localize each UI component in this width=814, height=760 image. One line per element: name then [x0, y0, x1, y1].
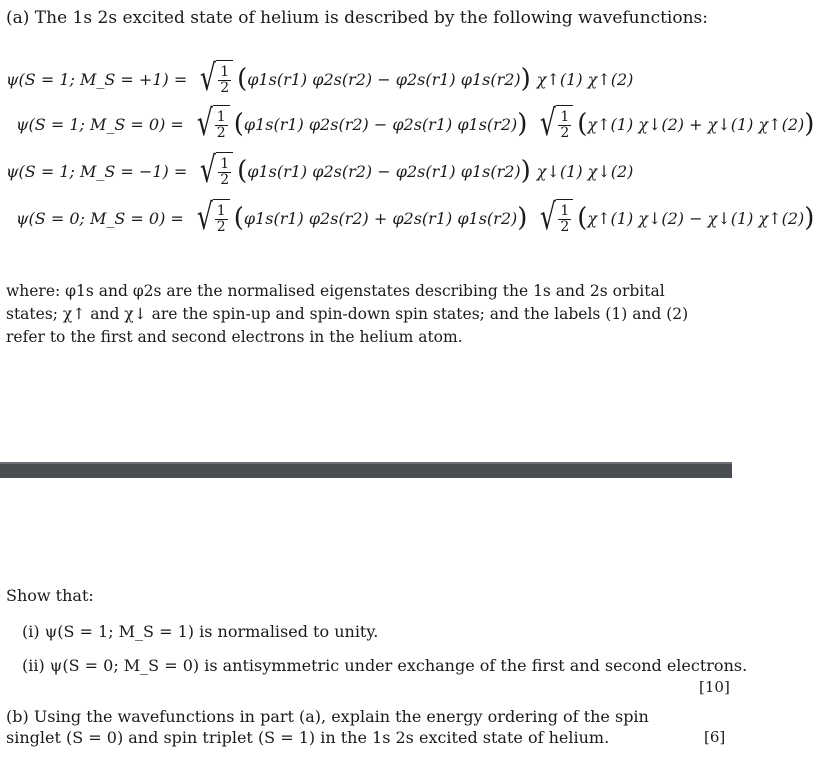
sub-question-ii: (ii) ψ(S = 0; M_S = 0) is antisymmetric under exchange of the first and second electrons. [22, 656, 748, 675]
spatial-part: φ1s(r1) φ2s(r2) − φ2s(r1) φ1s(r2) [243, 114, 518, 134]
page-divider [0, 462, 732, 478]
sqrt-factor: √ $\frac{1}{2}$ [190, 199, 230, 237]
part-b-question: (b) Using the wavefunctions in part (a), explain the energy ordering of the spin singlet (S = 0) and spin triplet (S = 1) in the 1s 2s excited state of helium. [6, 707, 649, 747]
equation-s0-ms-0: ψ(S = 0; M_S = 0) = √ $\frac{1}{2}$ ( φ1s(r1) φ2s(r2) + φ2s(r1) φ1s(r2) ) √ $\frac{1}{2}$ ( χ↑(1) χ↓(2) − χ↓(1) χ↑(2) ) [16, 197, 814, 238]
sqrt-factor: √ $\frac{1}{2}$ [190, 105, 230, 143]
spin-part: χ↑(1) χ↓(2) + χ↓(1) χ↑(2) [587, 114, 805, 134]
sqrt-factor: √ $\frac{1}{2}$ [193, 60, 233, 98]
show-that-heading: Show that: [6, 586, 94, 605]
sqrt-fraction: $\frac{1}{2}$ [556, 199, 573, 237]
part-a-title: (a) The 1s 2s excited state of helium is described by the following wavefunctions: [6, 8, 709, 28]
equation-lhs: ψ(S = 0; M_S = 0) = [16, 208, 184, 228]
spin-sqrt-factor: √ $\frac{1}{2}$ [533, 199, 573, 237]
sqrt-factor: √ $\frac{1}{2}$ [193, 152, 233, 190]
equation-lhs: ψ(S = 1; M_S = 0) = [16, 114, 184, 134]
spin-part: χ↑(1) χ↑(2) [536, 69, 634, 89]
sqrt-fraction: $\frac{1}{2}$ [216, 152, 233, 190]
spatial-part: φ1s(r1) φ2s(r2) + φ2s(r1) φ1s(r2) [243, 208, 518, 228]
spatial-part: φ1s(r1) φ2s(r2) − φ2s(r1) φ1s(r2) [247, 69, 521, 89]
spin-part: χ↑(1) χ↓(2) − χ↓(1) χ↑(2) [587, 208, 805, 228]
sqrt-fraction: $\frac{1}{2}$ [213, 105, 230, 143]
sub-question-i: (i) ψ(S = 1; M_S = 1) is normalised to unity. [22, 622, 379, 641]
sqrt-fraction: $\frac{1}{2}$ [213, 199, 230, 237]
equation-s1-ms-plus1: ψ(S = 1; M_S = +1) = √ $\frac{1}{2}$ ( φ1s(r1) φ2s(r2) − φ2s(r1) φ1s(r2) ) χ↑(1) χ↑(2) [6, 58, 634, 99]
spin-sqrt-factor: √ $\frac{1}{2}$ [533, 105, 573, 143]
equation-s1-ms-0: ψ(S = 1; M_S = 0) = √ $\frac{1}{2}$ ( φ1s(r1) φ2s(r2) − φ2s(r1) φ1s(r2) ) √ $\frac{1}{2}$ ( χ↑(1) χ↓(2) + χ↓(1) χ↑(2) ) [16, 103, 814, 144]
sqrt-fraction: $\frac{1}{2}$ [556, 105, 573, 143]
definitions-paragraph: where: φ1s and φ2s are the normalised eigenstates describing the 1s and 2s orbital states; χ↑ and χ↓ are the spin-up and spin-down spin states; and the labels (1) and (2) refer to the first and second electrons in the helium atom. [6, 282, 689, 346]
equation-lhs: ψ(S = 1; M_S = +1) = [6, 69, 188, 89]
part-b-marks: [6] [704, 728, 726, 746]
equation-s1-ms-minus1: ψ(S = 1; M_S = −1) = √ $\frac{1}{2}$ ( φ1s(r1) φ2s(r2) − φ2s(r1) φ1s(r2) ) χ↓(1) χ↓(2) [6, 150, 634, 191]
sqrt-fraction: $\frac{1}{2}$ [216, 60, 233, 98]
equation-lhs: ψ(S = 1; M_S = −1) = [6, 161, 188, 181]
part-a-marks: [10] [699, 678, 730, 696]
spatial-part: φ1s(r1) φ2s(r2) − φ2s(r1) φ1s(r2) [247, 161, 521, 181]
spin-part: χ↓(1) χ↓(2) [536, 161, 634, 181]
